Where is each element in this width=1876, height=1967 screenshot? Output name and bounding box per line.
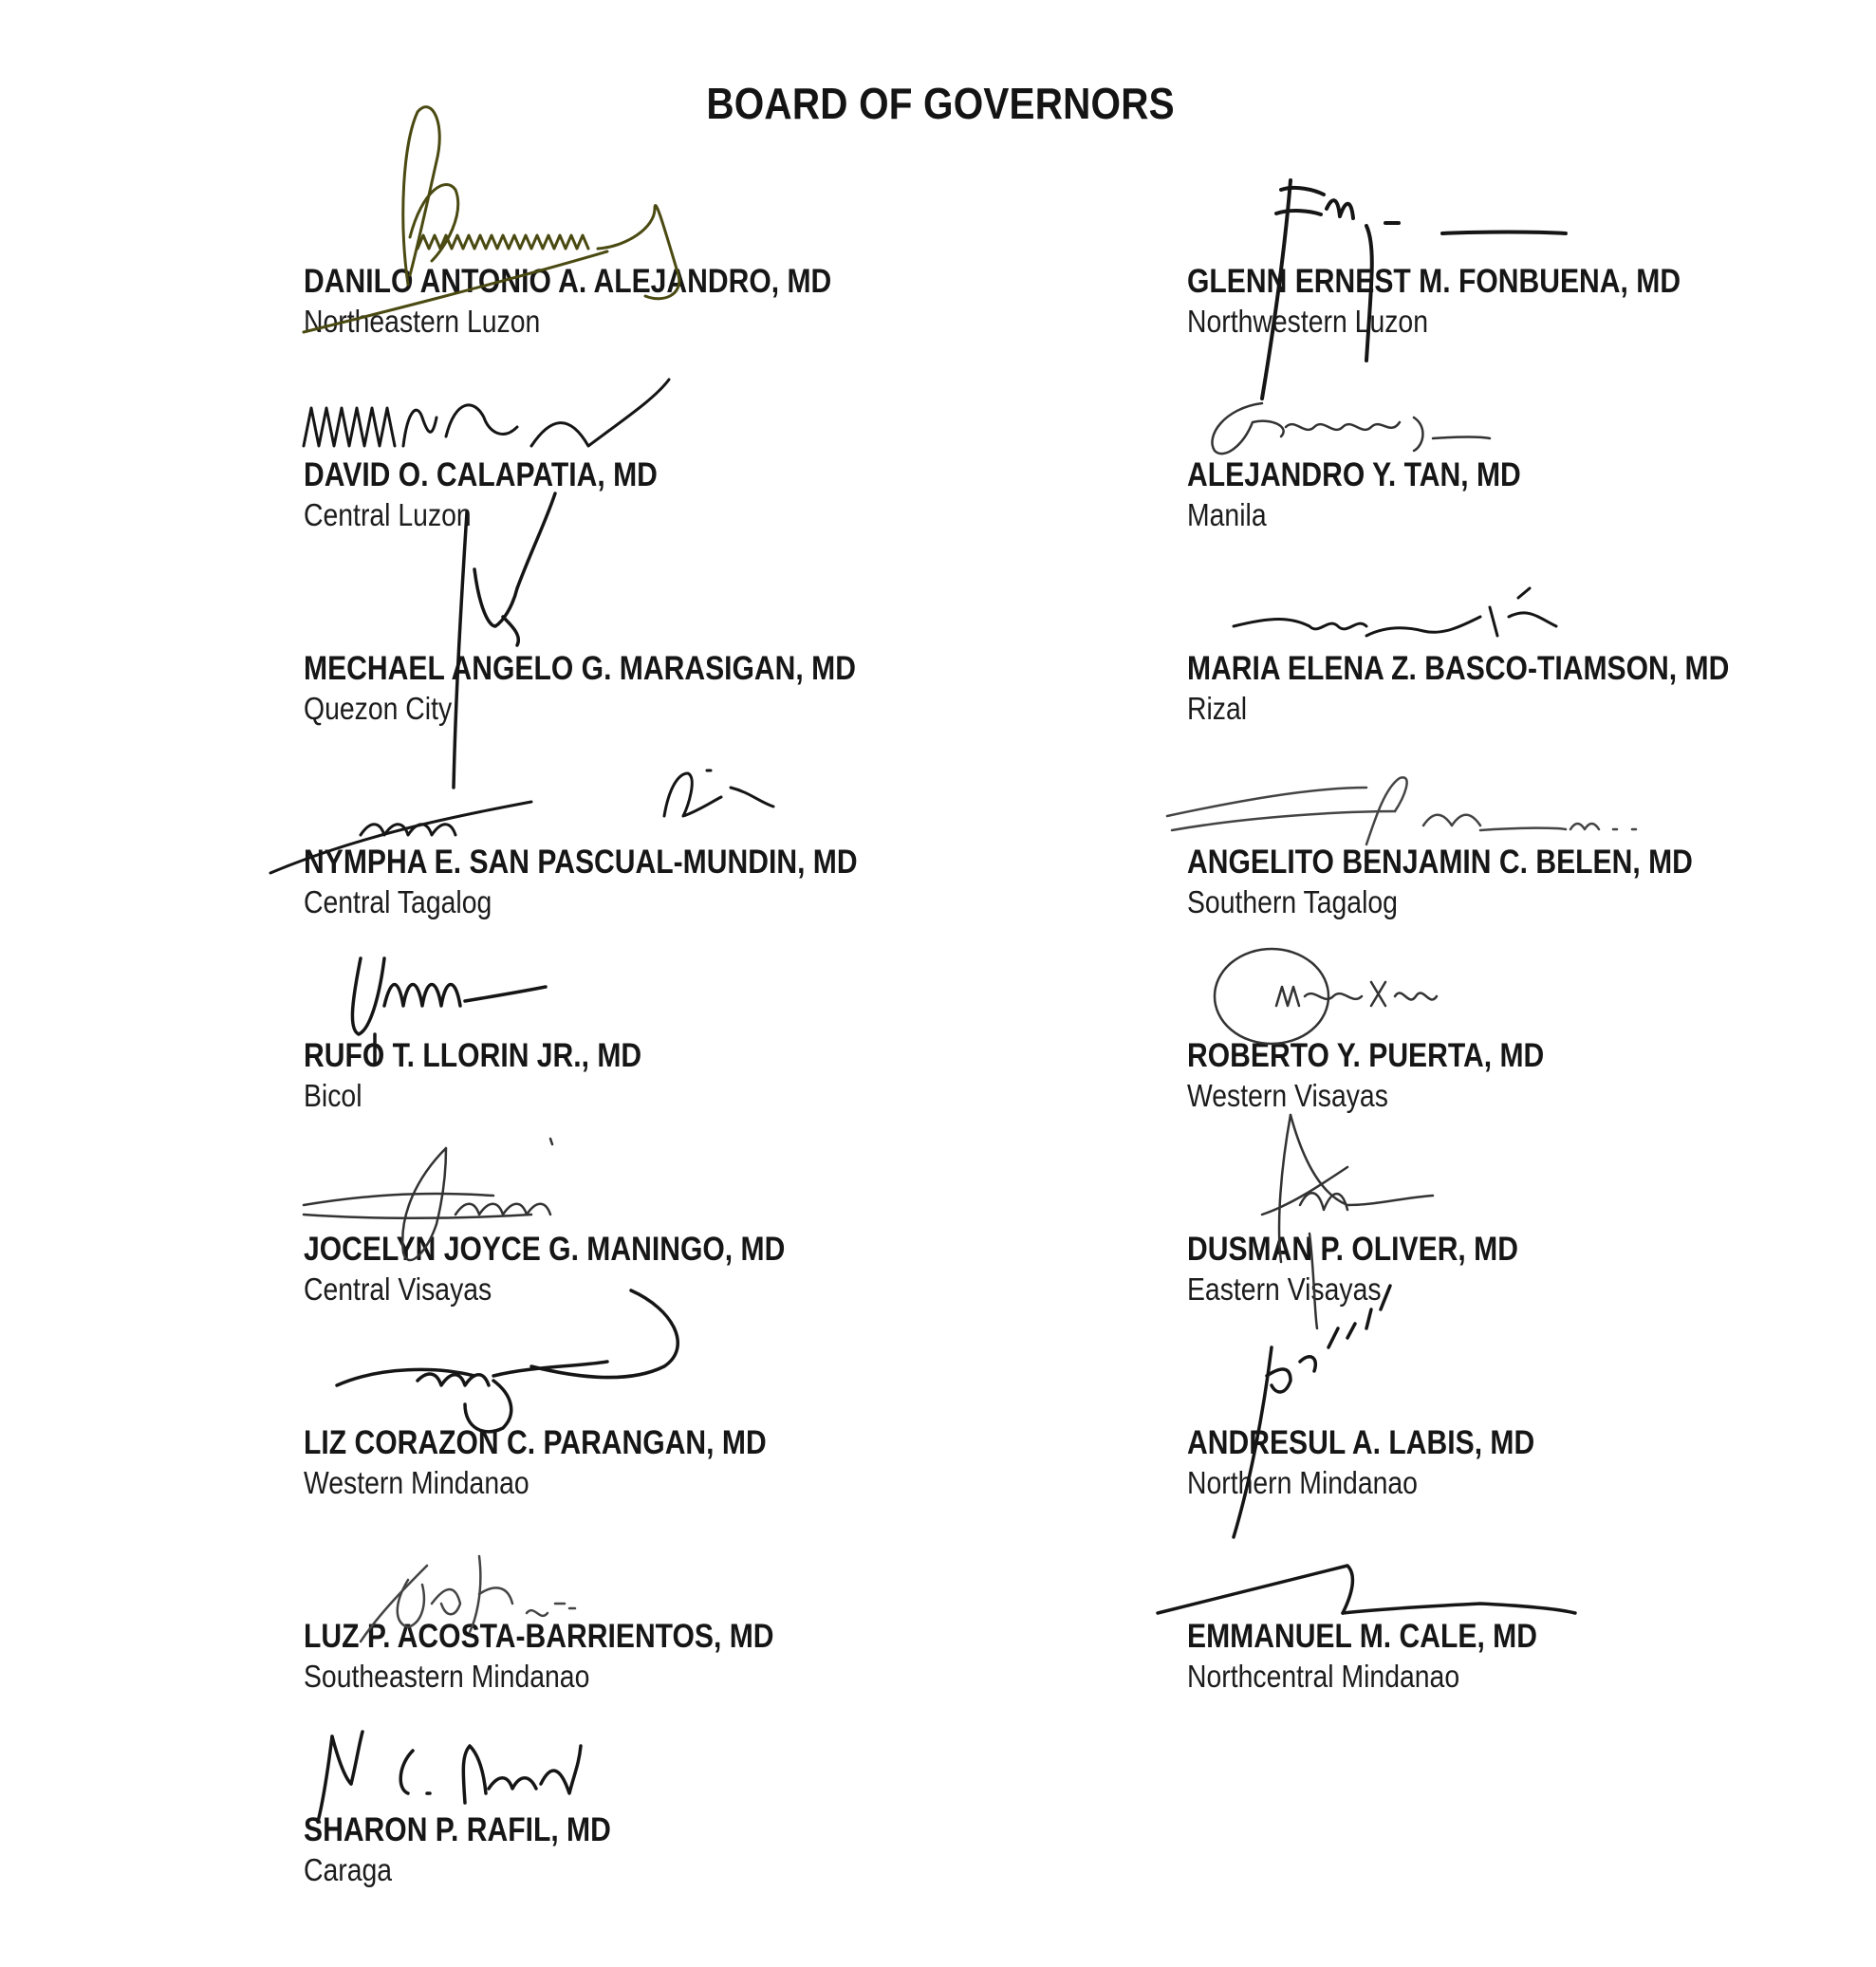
governor-region: Southern Tagalog: [1187, 884, 1398, 919]
governor-name: DAVID O. CALAPATIA, MD: [304, 456, 658, 493]
signature-tan: [1212, 403, 1490, 454]
governor-entry: [1187, 1036, 1876, 1116]
governor-entry: [304, 1423, 1063, 1503]
governor-entry: [1187, 262, 1876, 342]
governor-entry: [1187, 455, 1876, 535]
governor-name: DUSMAN P. OLIVER, MD: [1187, 1231, 1518, 1268]
governor-name: LIZ CORAZON C. PARANGAN, MD: [304, 1424, 767, 1461]
signature-rafil: [318, 1732, 581, 1822]
governor-region: Western Mindanao: [304, 1465, 529, 1500]
governor-entry: [1187, 649, 1876, 729]
governor-name: EMMANUEL M. CALE, MD: [1187, 1618, 1537, 1655]
signature-belen: [1167, 777, 1636, 844]
governor-name: DANILO ANTONIO A. ALEJANDRO, MD: [304, 263, 832, 300]
governor-entry: [1187, 1423, 1876, 1503]
governor-region: Caraga: [304, 1852, 393, 1887]
governor-name: SHARON P. RAFIL, MD: [304, 1811, 611, 1848]
governor-region: Eastern Visayas: [1187, 1271, 1382, 1307]
governor-region: Central Visayas: [304, 1271, 492, 1307]
governor-name: ANGELITO BENJAMIN C. BELEN, MD: [1187, 844, 1693, 881]
governor-entry: [1187, 843, 1876, 922]
signature-parangan: [337, 1290, 678, 1432]
governor-region: Southeastern Mindanao: [304, 1659, 590, 1694]
governor-region: Western Visayas: [1187, 1078, 1388, 1113]
governor-entry: [1187, 1617, 1876, 1697]
governor-entry: [304, 262, 1063, 342]
governor-region: Northcentral Mindanao: [1187, 1659, 1460, 1694]
governor-name: MARIA ELENA Z. BASCO-TIAMSON, MD: [1187, 650, 1730, 687]
governor-region: Central Luzon: [304, 497, 472, 532]
governor-entry: [304, 1230, 1063, 1309]
governor-entry: [304, 1036, 1063, 1116]
governor-region: Quezon City: [304, 691, 453, 726]
governor-region: Northern Mindanao: [1187, 1465, 1418, 1500]
signature-marasigan: [454, 493, 555, 788]
governor-name: JOCELYN JOYCE G. MANINGO, MD: [304, 1231, 786, 1268]
governor-name: GLENN ERNEST M. FONBUENA, MD: [1187, 263, 1681, 300]
governor-region: Bicol: [304, 1078, 362, 1113]
governor-name: RUFO T. LLORIN JR., MD: [304, 1037, 642, 1074]
governor-name: ANDRESUL A. LABIS, MD: [1187, 1424, 1535, 1461]
governor-name: LUZ P. ACOSTA-BARRIENTOS, MD: [304, 1618, 774, 1655]
page-title: BOARD OF GOVERNORS: [706, 79, 1175, 128]
governor-name: ALEJANDRO Y. TAN, MD: [1187, 456, 1521, 493]
governor-region: Manila: [1187, 497, 1267, 532]
governor-entry: [304, 649, 1063, 729]
governor-region: Rizal: [1187, 691, 1248, 726]
governor-name: NYMPHA E. SAN PASCUAL-MUNDIN, MD: [304, 844, 858, 881]
governor-entry: [304, 1810, 1063, 1890]
governor-region: Northeastern Luzon: [304, 304, 541, 339]
signature-calapatia: [304, 380, 669, 446]
signature-basco-tiamson: [1234, 588, 1556, 636]
signature-cale: [1158, 1566, 1575, 1613]
governor-region: Northwestern Luzon: [1187, 304, 1428, 339]
governor-entry: [1187, 1230, 1876, 1309]
governor-region: Central Tagalog: [304, 884, 492, 919]
signature-puerta: [1215, 949, 1437, 1044]
governor-entry: [304, 1617, 1063, 1697]
governor-name: ROBERTO Y. PUERTA, MD: [1187, 1037, 1545, 1074]
governor-entry: [304, 843, 1063, 922]
governor-name: MECHAEL ANGELO G. MARASIGAN, MD: [304, 650, 856, 687]
governor-entry: [304, 455, 1063, 535]
